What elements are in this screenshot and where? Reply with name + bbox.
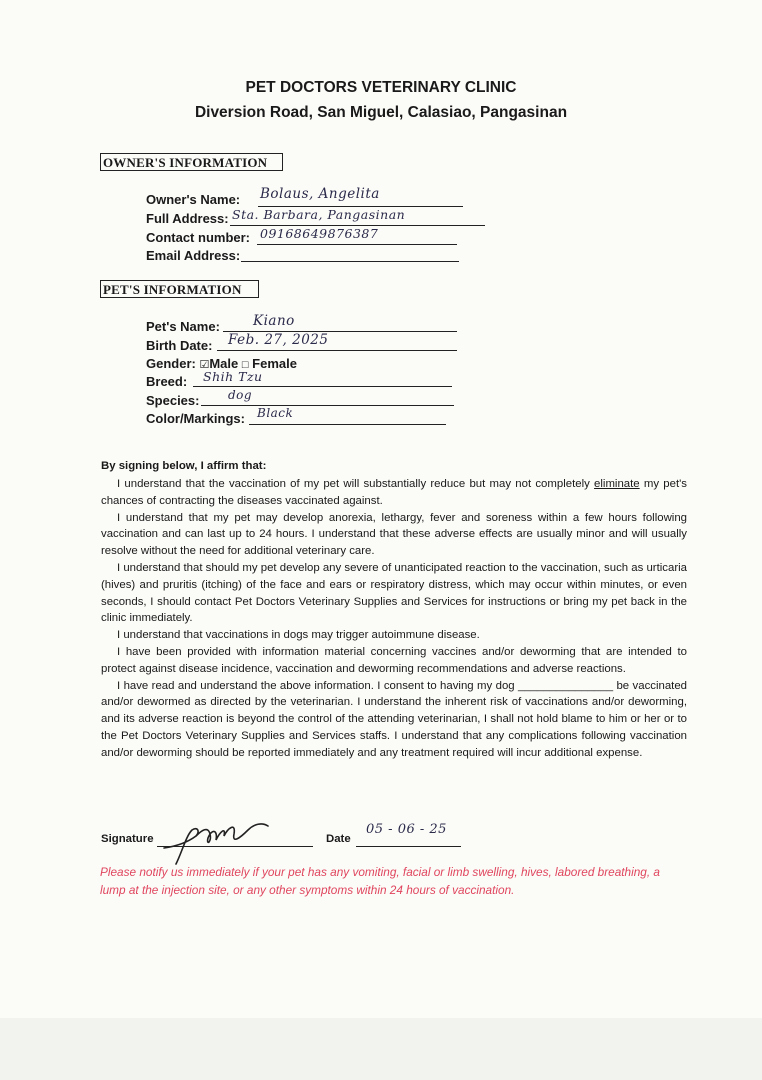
pet-name-label: Pet's Name: (146, 319, 220, 334)
owner-name-value[interactable]: Bolaus, Angelita (260, 186, 380, 202)
clinic-title: PET DOCTORS VETERINARY CLINIC (245, 79, 517, 96)
affirmation-paragraph-3: I understand that should my pet develop any severe of unanticipated reaction to the vaccination, such as urticaria (hives) and pruritis (itching) of the face and ears or respiratory distress, which may occur within minutes, or even seconds, I should contact Pet Doctors Veterinary Supplies and Services for instructions or bring my pet back in the clinic immediately. (101, 561, 687, 625)
date-line (356, 846, 461, 847)
pet-name-value[interactable]: Kiano (253, 313, 295, 329)
notice-text: Please notify us immediately if your pet has any vomiting, facial or limb swelling, hives, labored breathing, a lump at the injection site, or any other symptoms within 24 hours of vaccination. (100, 865, 660, 897)
owner-section-heading: OWNER'S INFORMATION (100, 153, 283, 171)
affirmation-paragraph-5: I have been provided with information material concerning vaccines and/or deworming that are intended to protect against disease incidence, vaccination and deworming recommendations and adverse reactions. (101, 645, 687, 675)
email-address-label: Email Address: (146, 248, 241, 263)
pet-section-heading: PET'S INFORMATION (100, 280, 259, 298)
female-checkbox[interactable]: □ (241, 359, 249, 371)
full-address-value[interactable]: Sta. Barbara, Pangasinan (232, 207, 406, 222)
breed-value[interactable]: Shih Tzu (203, 369, 263, 384)
signature-label: Signature (101, 833, 154, 845)
contact-number-line (257, 244, 457, 245)
breed-label: Breed: (146, 374, 188, 389)
email-address-line (241, 261, 459, 262)
affirmation-paragraph-4: I understand that vaccinations in dogs may trigger autoimmune disease. (117, 629, 480, 642)
affirmation-paragraph-1 (101, 476, 687, 510)
affirmation-paragraph-6: I have read and understand the above information. I consent to having my dog _______________ be vaccinated and/or dewormed as directed by the veterinarian. I understand the inherent risk of vaccinations and/or deworming, and its adverse reaction is beyond the control of the attending veterinarian, I shall not hold blame to him or her or to the Pet Doctors Veterinary Supplies and Services staffs. I understand that any complications following vaccination and/or deworming should be reported immediately and any treatment required will incur additional expense. (101, 679, 687, 759)
signature-image[interactable] (158, 812, 278, 868)
male-option-label: Male (209, 356, 239, 371)
male-checkbox[interactable]: ☑ (199, 359, 210, 371)
species-value[interactable]: dog (228, 388, 253, 402)
owner-name-label: Owner's Name: (146, 192, 241, 207)
species-line (201, 405, 454, 406)
scan-edge (0, 1018, 762, 1080)
birth-date-line (217, 350, 457, 351)
affirmation-p1-text-b: my pet's chances of contracting the diseases vaccinated against. (101, 478, 688, 507)
color-markings-line (249, 424, 446, 425)
full-address-label: Full Address: (146, 211, 229, 226)
gender-label: Gender: (146, 356, 196, 371)
date-value[interactable]: 05 - 06 - 25 (366, 822, 447, 837)
affirmation-paragraph-2: I understand that my pet may develop anorexia, lethargy, fever and soreness within a few hours following vaccination and can last up to 24 hours. I understand that these adverse effects are usually minor and will usually resolve without the need for additional veterinary care. (101, 511, 687, 558)
female-option-label: Female (252, 356, 297, 371)
affirmation-body (101, 476, 687, 762)
color-markings-label: Color/Markings: (146, 411, 245, 426)
breed-line (193, 386, 452, 387)
birth-date-label: Birth Date: (146, 338, 213, 353)
birth-date-value[interactable]: Feb. 27, 2025 (228, 332, 329, 348)
affirmation-p1-text-a: I understand that the vaccination of my pet will substantially reduce but may not completely (117, 478, 595, 490)
contact-number-label: Contact number: (146, 230, 250, 245)
date-label: Date (326, 833, 351, 845)
species-label: Species: (146, 393, 200, 408)
color-markings-value[interactable]: Black (257, 406, 294, 420)
contact-number-value[interactable]: 09168649876387 (260, 226, 379, 241)
clinic-address: Diversion Road, San Miguel, Calasiao, Pangasinan (194, 104, 568, 121)
affirmation-p1-underlined: eliminate (594, 478, 640, 490)
affirmation-intro: By signing below, I affirm that: (101, 460, 267, 472)
